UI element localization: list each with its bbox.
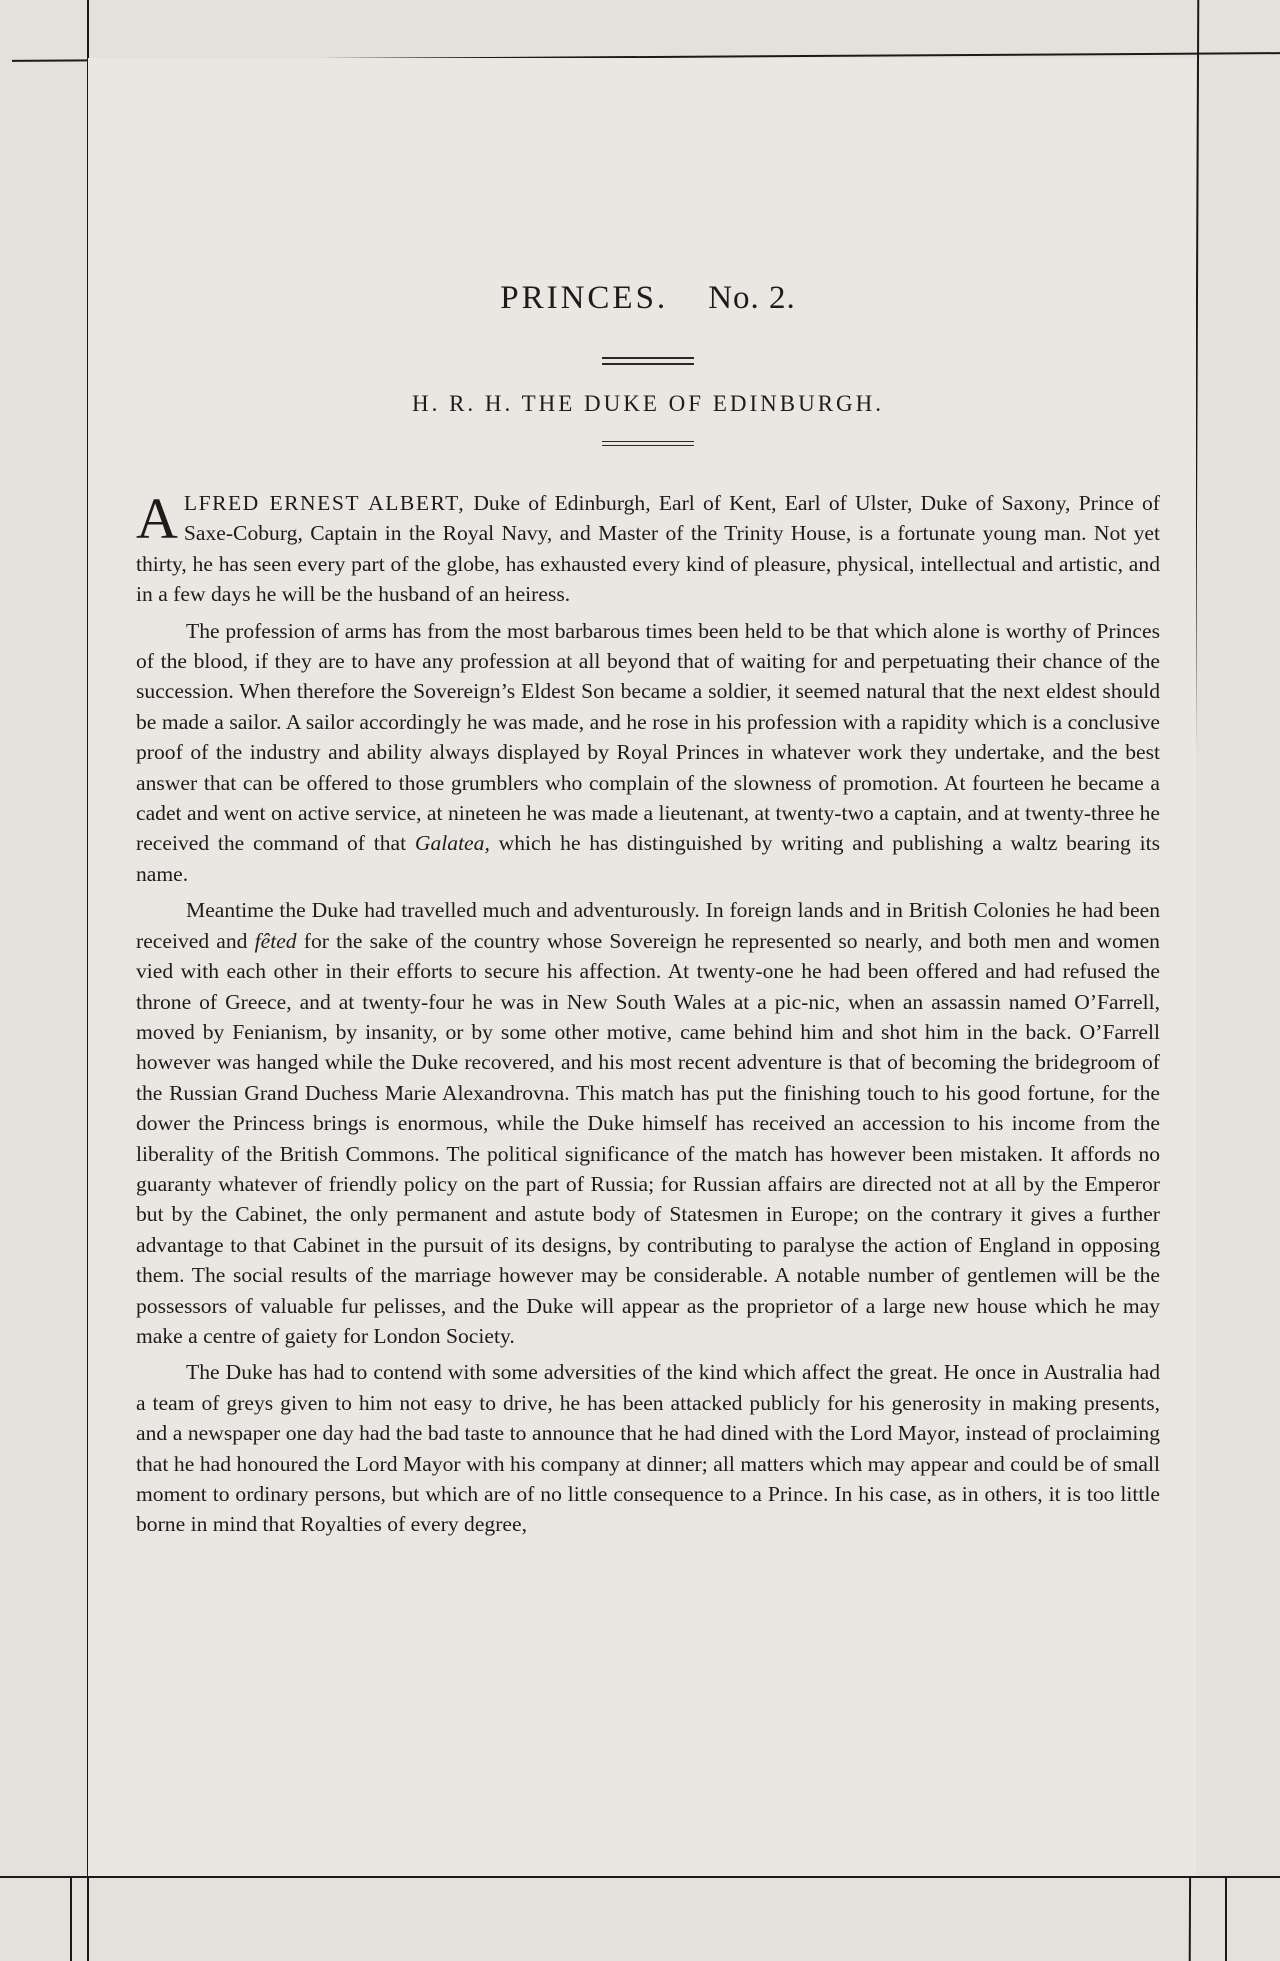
double-rule (602, 357, 694, 365)
ship-name: Galatea, (414, 831, 490, 856)
paragraph-2-text-b: which he has distinguished by writing and publishing a waltz bearing its name. (136, 831, 1160, 886)
article-body (136, 488, 1160, 1540)
paragraph-4: The Duke has had to contend with some adversities of the kind which affect the great. He once in Australia had a team of greys given to him not easy to drive, he has been attacked publicly for his generosity in making presents, and a newspaper one day had the bad taste to announce that he had dined with the Lord Mayor, instead of proclaiming that he had honoured the Lord Mayor with his company at dinner; all matters which may appear and could be of small moment to ordinary persons, but which are of no little consequence to a Prince. In his case, as in others, it is too little borne in mind that Royalties of every degree, (136, 1360, 1160, 1537)
document-page (136, 280, 1160, 1546)
paragraph-2-text-a: The profession of arms has from the most barbarous times been held to be that which alone is worthy of Princes of the blood, if they are to have any profession at all beyond that of waiting for and perpetuating their chance of the succession. When therefore the Sovereign’s Eldest Son became a soldier, it seemed natural that the next eldest should be made a sailor. A sailor accordingly he was made, and he rose in his profession with a rapidity which is a conclusive proof of the industry and ability always displayed by Royal Princes in whatever work they undertake, and the best answer that can be offered to those grumblers who complain of the slowness of promotion. At fourteen he became a cadet and went on active service, at nineteen he was made a lieutenant, at twenty-two a captain, and at twenty-three he received the command of that (136, 618, 1160, 856)
drop-cap: A (136, 486, 178, 551)
issue-number: No. 2. (708, 280, 796, 316)
bottom-left-tick (70, 1876, 72, 1961)
short-rule (602, 441, 694, 446)
paragraph-3-text-b: for the sake of the country whose Sovereign he represented so nearly, and both men and women vied with each other in their efforts to secure his affection. At twenty-one he had been offered and had refused the throne of Greece, and at twenty-four he was in New South Wales at a pic-nic, when an assassin named O’Farrell, moved by Fenianism, by insanity, or by some other motive, came behind him and shot him in the back. O’Farrell however was hanged while the Duke recovered, and his most recent adventure is that of becoming the bridegroom of the Russian Grand Duchess Marie Alexandrovna. This match has put the finishing touch to his good fortune, for the dower the Princess brings is enormous, while the Duke himself has received an accession to his income from the liberality of the British Commons. The political significance of the match has however been mistaken. It affords no guaranty whatever of friendly policy on the part of Russia; for Russian affairs are directed not at all by the Emperor but by the Cabinet, the only permanent and astute body of Statesmen in Europe; on the contrary it gives a further advantage to that Cabinet in the pursuit of its designs, by contributing to paralyse the action of England in opposing them. The social results of the marriage however may be considerable. A notable number of gentlemen will be the possessors of valuable fur pelisses, and the Duke will appear as the proprietor of a large new house which he may make a centre of gaiety for London Society. (136, 928, 1160, 1348)
page-title (136, 280, 1160, 317)
paragraph-1-text: Duke of Edinburgh, Earl of Kent, Earl of Ulster, Duke of Saxony, Prince of Saxe-Coburg, Captain in the Royal Navy, and Master of the Trinity House, is a fortunate young man. Not yet thirty, he has seen every part of the globe, has exhausted every kind of pleasure, physical, intellectual and artistic, and in a few days he will be the husband of an heiress. (136, 491, 1160, 607)
opening-caps: LFRED ERNEST ALBERT, (183, 491, 466, 515)
paragraph-2 (136, 616, 1160, 890)
page-subtitle: H. R. H. THE DUKE OF EDINBURGH. (411, 391, 885, 416)
title-text: PRINCES. (500, 280, 669, 316)
paragraph-3 (136, 895, 1160, 1351)
paragraph-3-text-a: Meantime the Duke had travelled much and adventurously. In foreign lands and in British Colonies he had been received and (136, 898, 1160, 953)
paragraph-1 (136, 488, 1160, 610)
feted-word: fêted (254, 928, 297, 953)
bottom-rule (0, 1876, 1280, 1878)
bottom-right-tick (1225, 1876, 1227, 1961)
